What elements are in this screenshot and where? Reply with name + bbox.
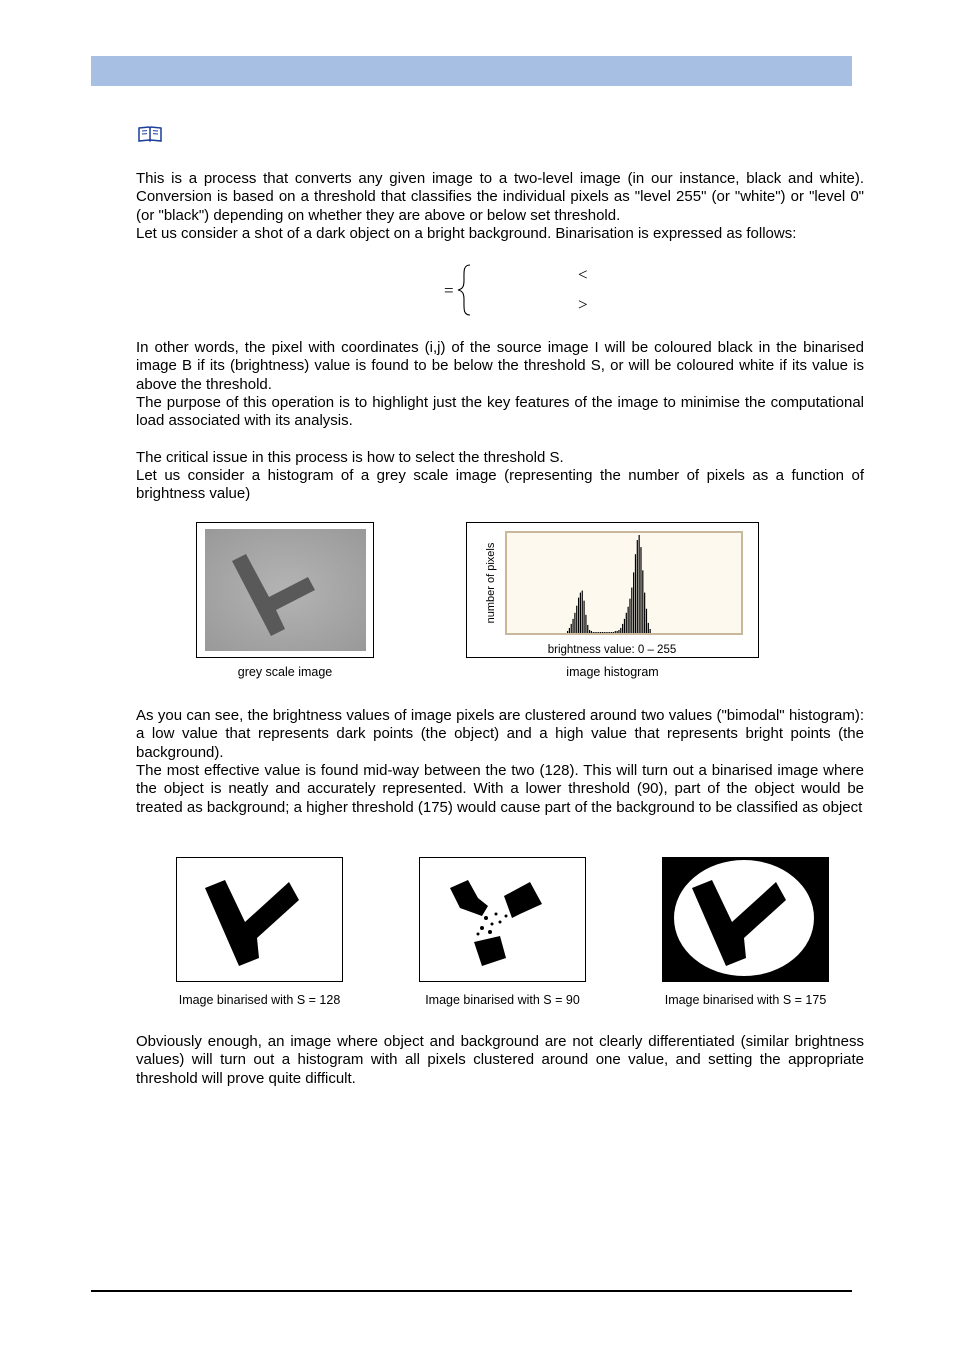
grey-scale-caption: grey scale image [237, 665, 333, 679]
footer-divider [91, 1290, 852, 1292]
binarisation-intro: Let us consider a shot of a dark object on a bright background. Binarisation is expressed as follows: [136, 225, 797, 242]
binarised-90-image [420, 858, 585, 981]
binarised-128-figure [176, 857, 343, 982]
histogram-plot-area [506, 532, 742, 634]
binarised-128-image [177, 858, 342, 981]
histogram-figure [466, 522, 759, 658]
critical-issue-paragraph: The critical issue in this process is how to select the threshold S. [136, 449, 564, 466]
intro-paragraph: This is a process that converts any given image to a two-level image (in our instance, black and white). Conversion is based on a threshold that classifies the individual pixels as "level 255" (or "white") or "level 0" (or "black") depending on whether they are above or below set threshold. [136, 170, 864, 224]
histogram-chart [467, 523, 758, 657]
grey-scale-figure [196, 522, 374, 658]
book-icon [138, 125, 162, 143]
binarised-90-figure [419, 857, 586, 982]
histogram-caption: image histogram [566, 665, 659, 679]
binarised-90-caption: Image binarised with S = 90 [425, 993, 580, 1007]
histogram-x-label: brightness value: 0 – 255 [547, 644, 677, 656]
binarised-175-caption: Image binarised with S = 175 [664, 993, 827, 1007]
explanation-paragraph: In other words, the pixel with coordinates (i,j) of the source image I will be coloured black in the binarised image B if its (brightness) value is found to be below the threshold S, or will be coloured white if its value is above the threshold. [136, 339, 864, 393]
formula-greater-than: > [578, 295, 588, 314]
histogram-intro-paragraph: Let us consider a histogram of a grey scale image (representing the number of pixels as a function of brightness value) [136, 467, 864, 503]
conclusion-paragraph: Obviously enough, an image where object and background are not clearly differentiated (similar brightness values) will turn out a histogram with all pixels clustered around one value, and setting the appropriate threshold will prove quite difficult. [136, 1033, 864, 1087]
formula-equals: = [444, 281, 454, 300]
histogram-y-label: number of pixels [485, 542, 497, 624]
grey-scale-image [197, 523, 373, 657]
threshold-paragraph: The most effective value is found mid-way between the two (128). This will turn out a binarised image where the object is neatly and accurately represented. With a lower threshold (90), part of the object would be treated as background; a higher threshold (175) would cause part of the background to be classified as object [136, 762, 864, 816]
header-bar [91, 56, 852, 86]
binarised-175-figure [662, 857, 829, 982]
bimodal-paragraph: As you can see, the brightness values of image pixels are clustered around two values ("bimodal" histogram): a low value that represents dark points (the object) and a high value that represents bright points (the background). [136, 707, 864, 761]
purpose-paragraph: The purpose of this operation is to highlight just the key features of the image to minimise the computational load associated with its analysis. [136, 394, 864, 430]
binarised-128-caption: Image binarised with S = 128 [178, 993, 341, 1007]
formula-less-than: < [578, 265, 588, 284]
binarised-175-image [662, 857, 829, 982]
binarisation-formula [440, 262, 610, 318]
